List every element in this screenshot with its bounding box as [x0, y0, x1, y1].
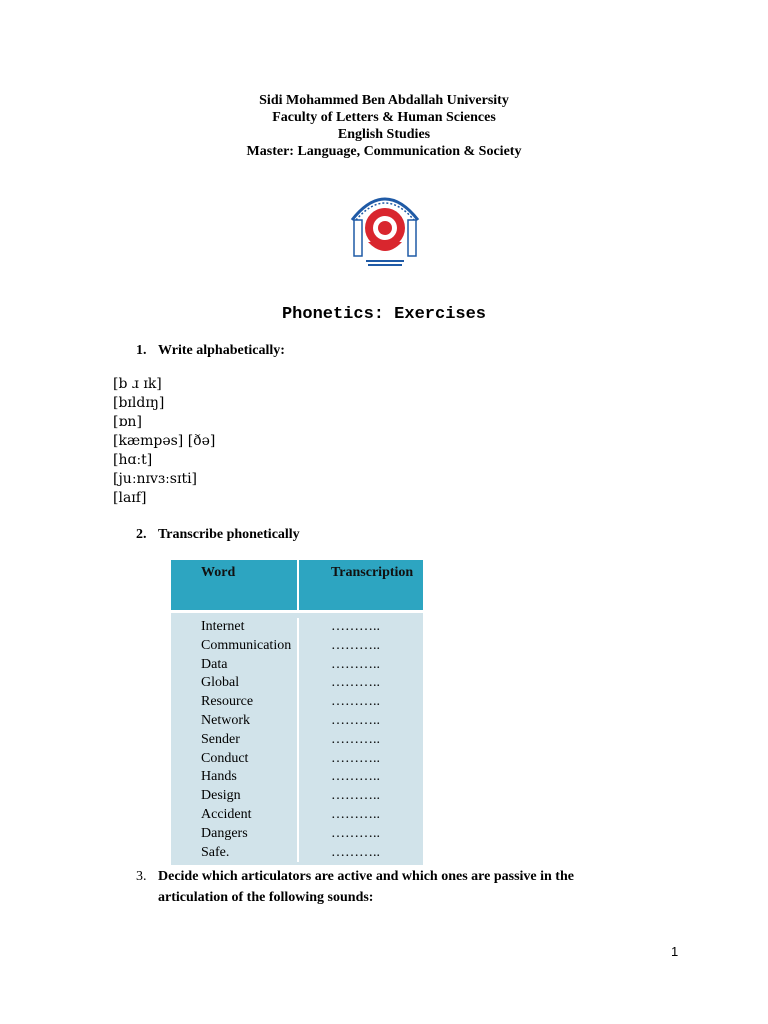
transcription-blank: ………..	[331, 788, 380, 804]
section-2-number: 2.	[136, 527, 147, 542]
page-number: 1	[671, 944, 679, 959]
table-word: Internet	[201, 619, 245, 634]
table-word: Hands	[201, 769, 237, 785]
transcription-blank: ………..	[331, 656, 380, 672]
table-word: Communication	[201, 637, 292, 653]
section-1-number: 1.	[136, 343, 147, 358]
transcription-blank: ………..	[331, 825, 380, 841]
document-header	[0, 92, 768, 160]
table-header-row	[171, 560, 423, 613]
table-header-word: Word	[171, 560, 299, 610]
page-title: Phonetics: Exercises	[281, 305, 487, 324]
table-word: Design	[201, 788, 241, 804]
section-1-text: Write alphabetically:	[158, 343, 285, 358]
university-emblem-icon	[340, 180, 430, 270]
faculty-name: Faculty of Letters & Human Sciences	[272, 110, 496, 125]
transcription-blank: ………..	[331, 619, 380, 634]
ipa-item: [ɒn]	[113, 414, 142, 430]
section-3-text: Decide which articulators are active and which ones are passive in the articulation of the following sounds:	[158, 869, 574, 905]
ipa-item: [juːnɪvɜːsɪti]	[113, 471, 198, 487]
table-body	[171, 613, 423, 865]
transcription-blank: ………..	[331, 806, 380, 822]
ipa-item: [b ɹ ɪk]	[113, 376, 162, 392]
transcription-blank: ………..	[331, 694, 380, 710]
department-name: English Studies	[337, 127, 431, 142]
transcription-blank: ………..	[331, 750, 380, 766]
section-1-heading	[136, 343, 285, 359]
section-2-heading	[136, 527, 300, 543]
table-word: Safe.	[201, 844, 230, 860]
word-column	[171, 618, 299, 862]
table-word: Global	[201, 675, 240, 691]
transcription-blank: ………..	[331, 844, 380, 860]
table-word: Sender	[201, 731, 240, 747]
ipa-item: [kæmpəs] [ðə]	[113, 433, 216, 449]
transcription-blank: ………..	[331, 637, 380, 653]
table-word: Accident	[201, 806, 252, 822]
ipa-item: [bɪldɪŋ]	[113, 395, 165, 411]
program-name: Master: Language, Communication & Society	[246, 144, 522, 159]
table-word: Network	[201, 712, 250, 728]
ipa-word-list	[113, 375, 215, 508]
transcription-blank: ………..	[331, 731, 380, 747]
table-word: Dangers	[201, 825, 248, 841]
section-3-number: 3.	[136, 869, 147, 884]
table-word: Data	[201, 656, 228, 672]
transcription-blank: ………..	[331, 712, 380, 728]
ipa-item: [hɑːt]	[113, 452, 153, 468]
section-2-text: Transcribe phonetically	[158, 527, 300, 542]
table-word: Conduct	[201, 750, 249, 766]
transcription-blank: ………..	[331, 769, 380, 785]
section-3	[136, 866, 628, 908]
table-header-transcription: Transcription	[331, 565, 414, 580]
transcription-column	[299, 618, 423, 862]
ipa-item: [laɪf]	[113, 490, 147, 506]
transcription-blank: ………..	[331, 675, 380, 691]
table-word: Resource	[201, 694, 254, 710]
transcription-table	[171, 560, 423, 865]
university-name: Sidi Mohammed Ben Abdallah University	[259, 93, 509, 108]
